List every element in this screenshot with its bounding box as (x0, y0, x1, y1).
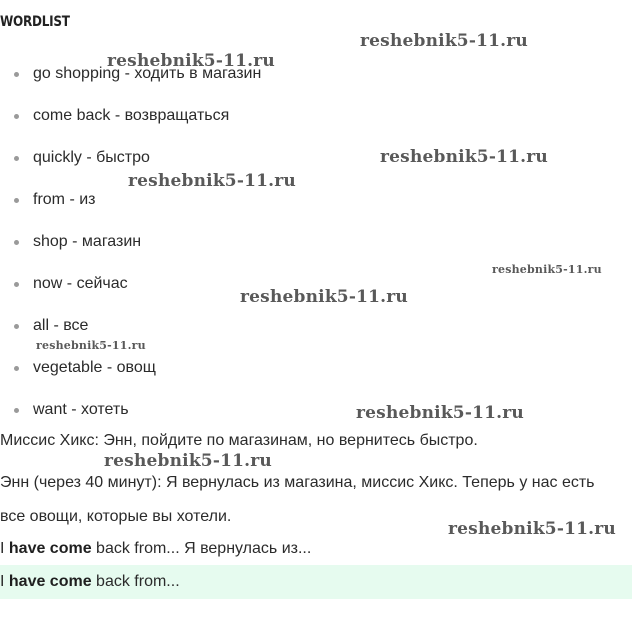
dialogue-line-ann: Энн (через 40 минут): Я вернулась из магазина, миссис Хикс. Теперь у нас есть (0, 474, 595, 491)
answer-rest: back from... (91, 573, 180, 590)
example-bold: have come (8, 540, 92, 557)
watermark: reshebnik5-11.ru (360, 31, 528, 51)
watermark: reshebnik5-11.ru (240, 287, 408, 307)
watermark: reshebnik5-11.ru (36, 339, 146, 352)
bullet-icon (14, 114, 19, 119)
bullet-icon (14, 240, 19, 245)
list-item-text: quickly - быстро (33, 149, 150, 166)
bullet-icon (14, 282, 19, 287)
watermark: reshebnik5-11.ru (107, 51, 275, 71)
example-prefix: I (0, 540, 9, 557)
list-item-text: want - хотеть (33, 401, 129, 418)
watermark: reshebnik5-11.ru (492, 263, 602, 276)
watermark: reshebnik5-11.ru (380, 147, 548, 167)
watermark: reshebnik5-11.ru (448, 519, 616, 539)
answer-bold: have come (8, 573, 92, 590)
bullet-icon (14, 366, 19, 371)
bullet-icon (14, 324, 19, 329)
list-item-text: vegetable - овощ (33, 359, 156, 376)
answer-box (0, 565, 632, 599)
list-item-text: now - сейчас (33, 275, 128, 292)
answer-prefix: I (0, 573, 9, 590)
list-item-text: from - из (33, 191, 96, 208)
watermark: reshebnik5-11.ru (356, 403, 524, 423)
bullet-icon (14, 156, 19, 161)
watermark: reshebnik5-11.ru (104, 451, 272, 471)
bullet-icon (14, 408, 19, 413)
list-item-text: all - все (33, 317, 89, 334)
dialogue-line-mrs-hicks: Миссис Хикс: Энн, пойдите по магазинам, но вернитесь быстро. (0, 432, 478, 449)
bullet-icon (14, 198, 19, 203)
dialogue-line-ann-continued: все овощи, которые вы хотели. (0, 508, 232, 525)
wordlist-heading: WORDLIST (0, 14, 70, 30)
example-sentence (0, 539, 311, 559)
list-item-text: shop - магазин (33, 233, 142, 250)
example-rest: back from... Я вернулась из... (91, 540, 312, 557)
watermark: reshebnik5-11.ru (128, 171, 296, 191)
list-item-text: come back - возвращаться (33, 107, 230, 124)
list-item-text: go shopping - ходить в магазин (33, 65, 262, 82)
bullet-icon (14, 72, 19, 77)
